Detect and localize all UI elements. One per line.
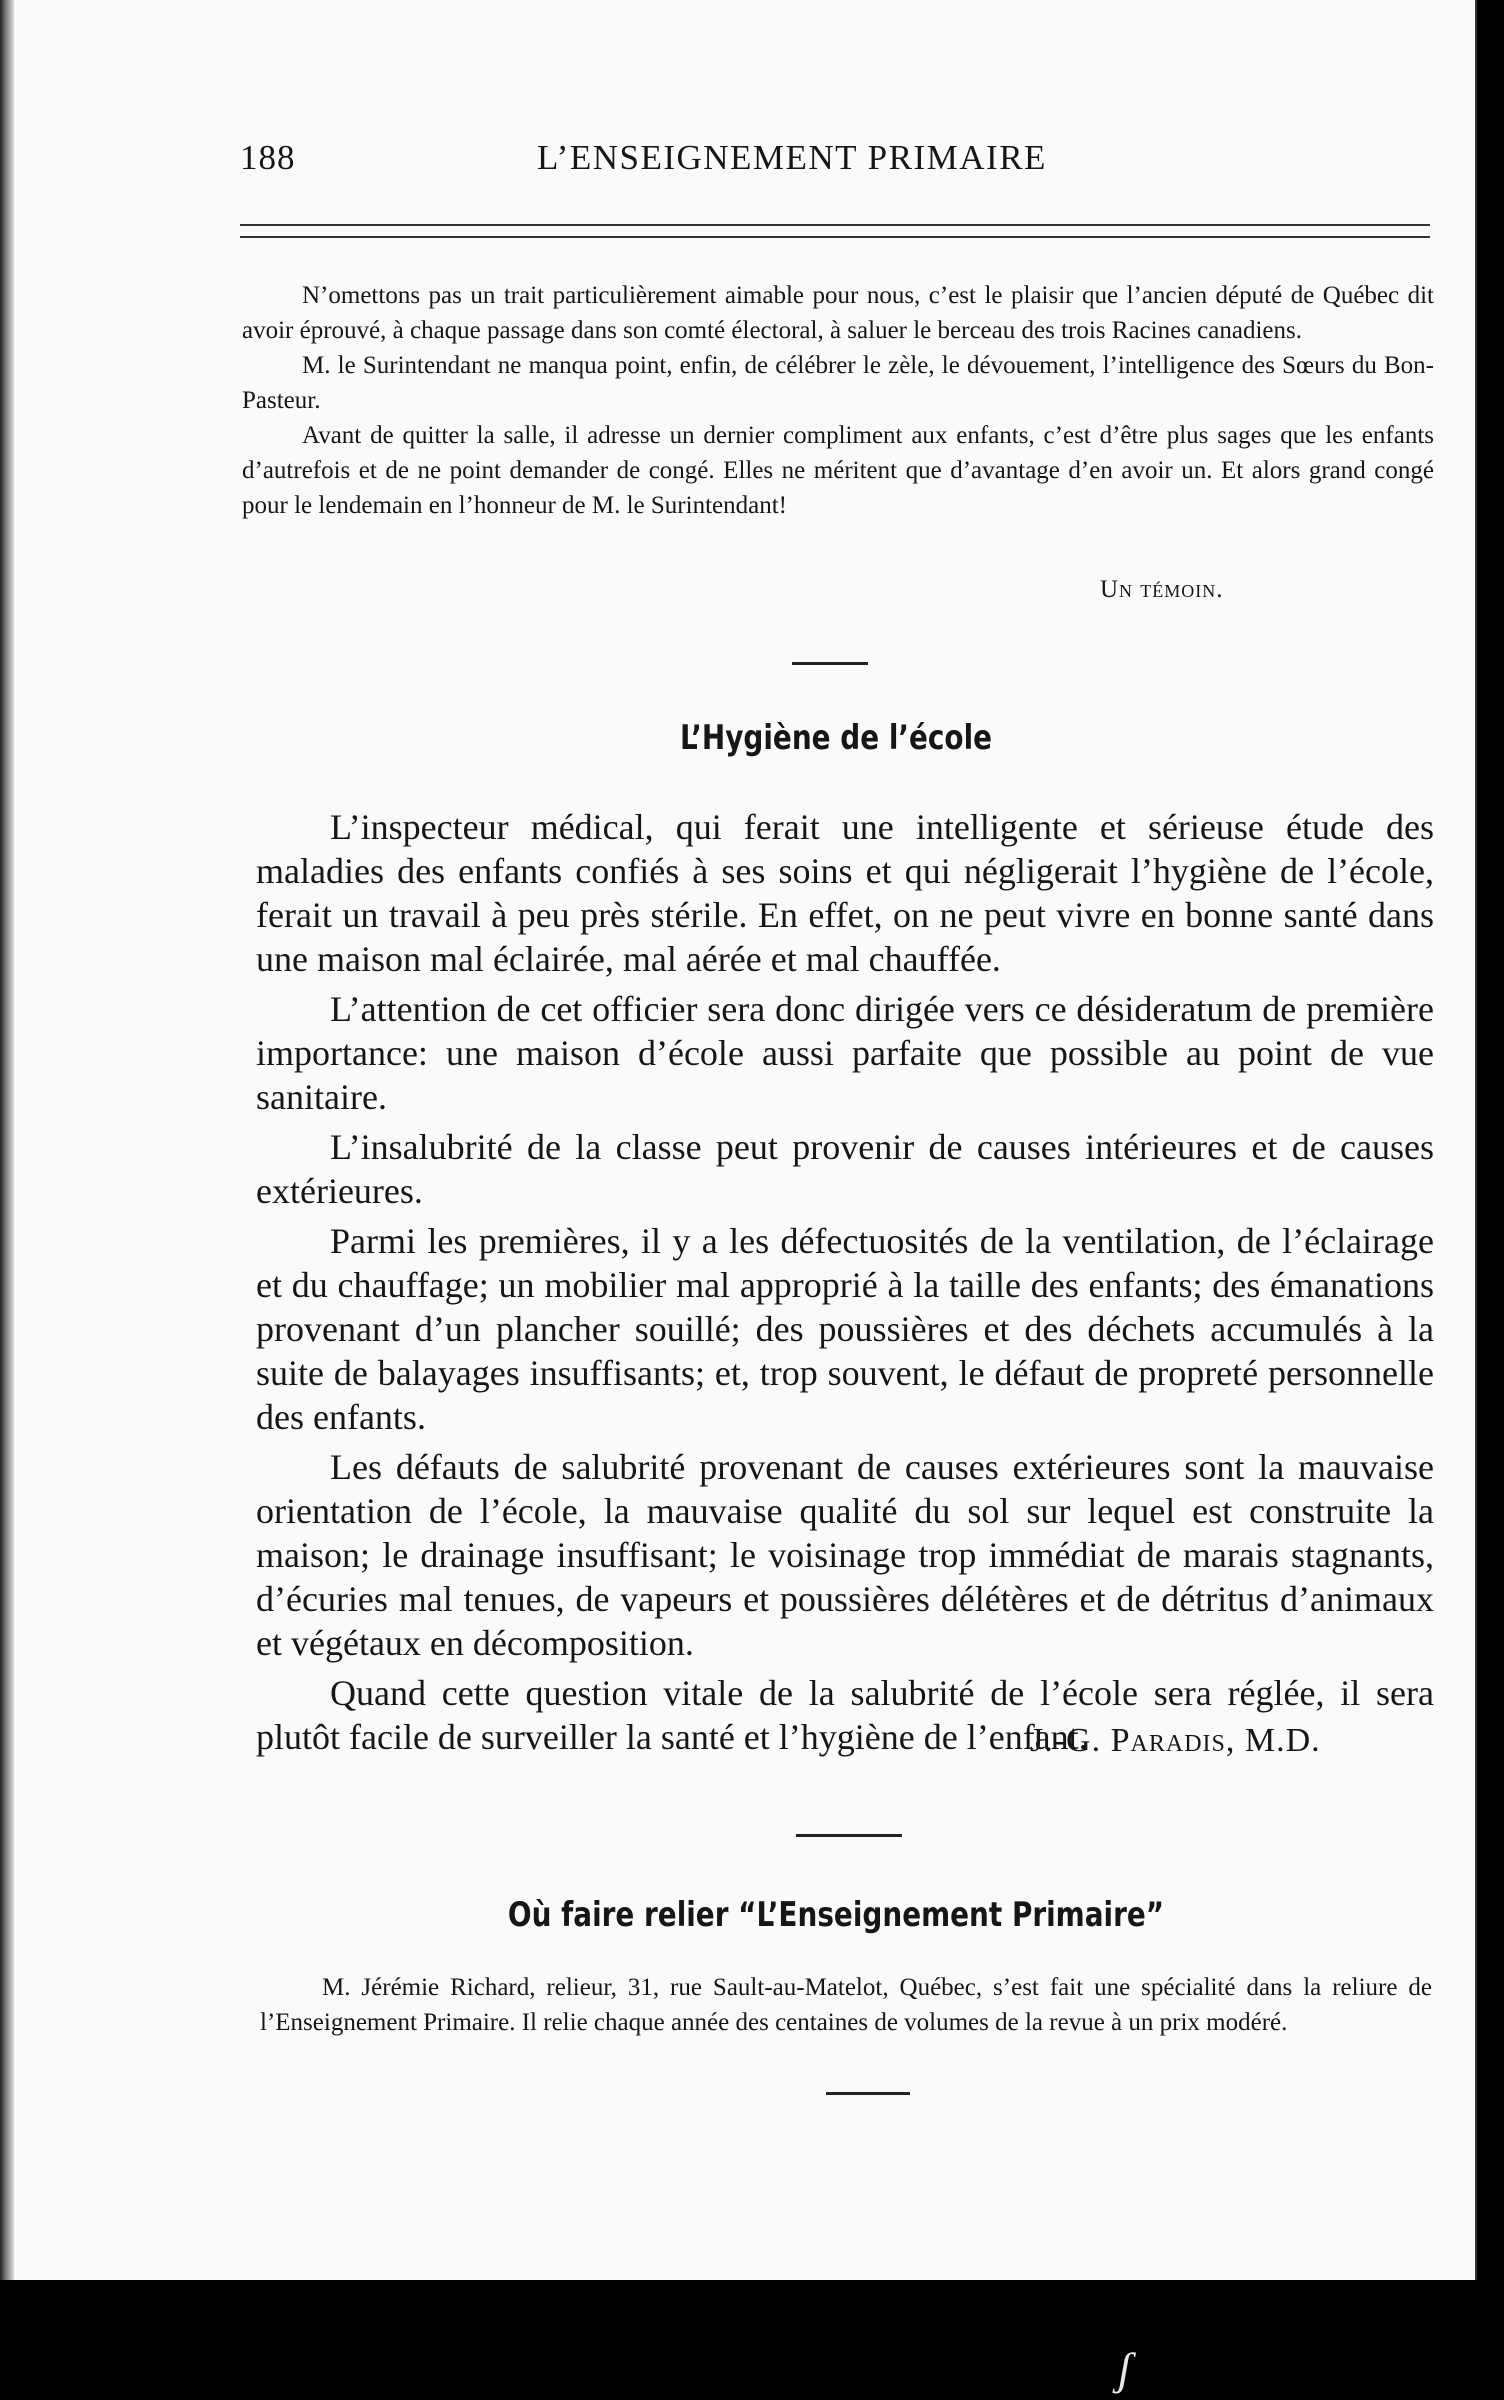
binding-paragraph: M. Jérémie Richard, relieur, 31, rue Sault-au-Matelot, Québec, s’est fait une spécialité dans la reliure de l’Enseignement Primaire. Il relie chaque année des centaines de volumes de la revue à un prix modéré. (260, 1974, 1432, 2036)
hygiene-paragraph: Parmi les premières, il y a les défectuosités de la ventilation, de l’éclairage et du chauffage; un mobilier mal approprié à la taille des enfants; des émanations provenant d’un plancher souillé; des poussières et des déchets accumulés à la suite de balayages insuffisants; et, trop souvent, le défaut de propreté personnelle des enfants. (256, 1221, 1434, 1437)
hygiene-article (256, 805, 1434, 1765)
report-signature: Un témoin. (1100, 576, 1224, 603)
section-divider (792, 662, 868, 665)
page-number: 188 (240, 138, 296, 177)
page-binding-edge (0, 0, 14, 2280)
section-divider (796, 1834, 902, 1837)
hygiene-paragraph: L’insalubrité de la classe peut provenir de causes intérieures et de causes extérieures. (256, 1127, 1434, 1211)
running-title: L’ENSEIGNEMENT PRIMAIRE (537, 138, 1047, 177)
report-section (242, 278, 1434, 523)
report-paragraph: N’omettons pas un trait particulièrement aimable pour nous, c’est le plaisir que l’ancien député de Québec dit avoir éprouvé, à chaque passage dans son comté électoral, à saluer le berceau des trois Racines canadiens. (242, 282, 1434, 344)
page-header (240, 138, 1430, 188)
scan-mark: ʃ (1118, 2343, 1132, 2394)
hygiene-signature: J.-G. Paradis, M.D. (1030, 1722, 1321, 1759)
section-divider (826, 2092, 910, 2095)
report-paragraph: Avant de quitter la salle, il adresse un dernier compliment aux enfants, c’est d’être plus sages que les enfants d’autrefois et de ne point demander de congé. Elles ne méritent que d’avantage d’en avoir un. Et alors grand congé pour le lendemain en l’honneur de M. le Surintendant! (242, 422, 1434, 519)
hygiene-paragraph: Quand cette question vitale de la salubrité de l’école sera réglée, il sera plutôt facile de surveiller la santé et l’hygiène de l’enfant. (256, 1673, 1434, 1757)
report-paragraph: M. le Surintendant ne manqua point, enfin, de célébrer le zèle, le dévouement, l’intelligence des Sœurs du Bon-Pasteur. (242, 352, 1434, 414)
header-rule (240, 224, 1430, 238)
binding-title: Où faire relier “L’Enseignement Primaire” (507, 1895, 1165, 1935)
hygiene-paragraph: Les défauts de salubrité provenant de causes extérieures sont la mauvaise orientation de l’école, la mauvaise qualité du sol sur lequel est construite la maison; le drainage insuffisant; le voisinage trop immédiat de marais stagnants, d’écuries mal tenues, de vapeurs et poussières délétères et de détritus d’animaux et végétaux en décomposition. (256, 1447, 1434, 1663)
binding-notice (260, 1970, 1432, 2040)
hygiene-paragraph: L’inspecteur médical, qui ferait une intelligente et sérieuse étude des maladies des enfants confiés à ses soins et qui négligerait l’hygiène de l’école, ferait un travail à peu près stérile. En effet, on ne peut vivre en bonne santé dans une maison mal éclairée, mal aérée et mal chauffée. (256, 807, 1434, 979)
hygiene-paragraph: L’attention de cet officier sera donc dirigée vers ce désideratum de première importance: une maison d’école aussi parfaite que possible au point de vue sanitaire. (256, 989, 1434, 1117)
hygiene-title: L’Hygiène de l’école (679, 718, 993, 758)
